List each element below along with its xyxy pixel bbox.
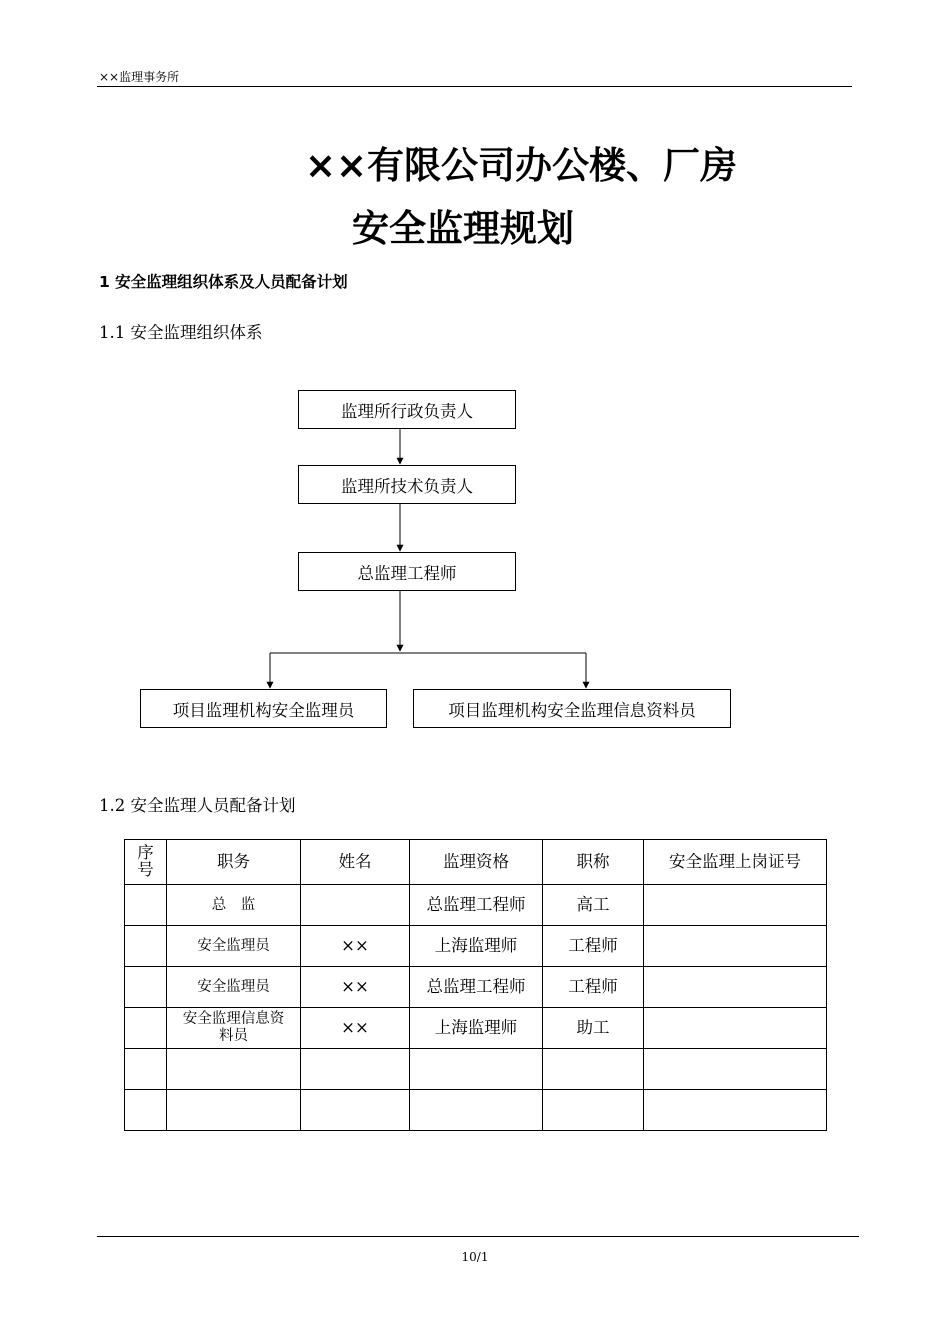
header-seq-text: 序号 — [137, 842, 154, 880]
cell-qualification — [410, 1049, 543, 1090]
cell-seq — [125, 885, 167, 926]
cell-position: 安全监理员 — [167, 967, 301, 1008]
section-heading-1: 1 安全监理组织体系及人员配备计划 — [99, 273, 348, 291]
cell-certificate — [644, 926, 827, 967]
cell-seq — [125, 967, 167, 1008]
cell-title: 助工 — [543, 1008, 644, 1049]
cell-name — [301, 1090, 410, 1131]
table-row — [125, 1008, 827, 1049]
cell-position — [167, 1008, 301, 1049]
cell-seq — [125, 1049, 167, 1090]
cell-qualification: 上海监理师 — [410, 1008, 543, 1049]
org-box-admin-head: 监理所行政负责人 — [298, 390, 516, 429]
cell-name: ×× — [301, 967, 410, 1008]
cell-title: 工程师 — [543, 967, 644, 1008]
cell-title: 高工 — [543, 885, 644, 926]
table-row — [125, 926, 827, 967]
cell-position — [167, 1090, 301, 1131]
cell-certificate — [644, 1008, 827, 1049]
header-position: 职务 — [167, 840, 301, 885]
cell-name: ×× — [301, 1008, 410, 1049]
cell-qualification — [410, 1090, 543, 1131]
page-number: 10/1 — [461, 1250, 489, 1264]
header-name: 姓名 — [301, 840, 410, 885]
table-row — [125, 885, 827, 926]
org-box-chief-engineer: 总监理工程师 — [298, 552, 516, 591]
cell-name — [301, 885, 410, 926]
cell-title — [543, 1049, 644, 1090]
section-heading-1-2: 1.2 安全监理人员配备计划 — [99, 796, 296, 815]
title-line-1: ××有限公司办公楼、厂房 — [305, 144, 738, 187]
cell-certificate — [644, 967, 827, 1008]
cell-title — [543, 1090, 644, 1131]
cell-certificate — [644, 1090, 827, 1131]
title-line-2: 安全监理规划 — [352, 207, 574, 250]
org-box-info-officer: 项目监理机构安全监理信息资料员 — [413, 689, 731, 728]
table-row — [125, 967, 827, 1008]
header-seq — [125, 840, 167, 885]
cell-qualification: 总监理工程师 — [410, 885, 543, 926]
staff-plan-table — [124, 839, 827, 1131]
header-qualification: 监理资格 — [410, 840, 543, 885]
table-row — [125, 1049, 827, 1090]
cell-name — [301, 1049, 410, 1090]
cell-seq — [125, 1090, 167, 1131]
org-box-safety-officer: 项目监理机构安全监理员 — [140, 689, 387, 728]
header-title: 职称 — [543, 840, 644, 885]
header-certificate: 安全监理上岗证号 — [644, 840, 827, 885]
cell-title: 工程师 — [543, 926, 644, 967]
table-header-row — [125, 840, 827, 885]
cell-position — [167, 1049, 301, 1090]
footer-divider — [97, 1236, 859, 1237]
org-box-tech-head: 监理所技术负责人 — [298, 465, 516, 504]
cell-seq — [125, 926, 167, 967]
cell-position-text: 安全监理信息资料员 — [182, 1010, 285, 1044]
cell-seq — [125, 1008, 167, 1049]
cell-position: 安全监理员 — [167, 926, 301, 967]
header-text: ××监理事务所 — [99, 70, 180, 84]
cell-qualification: 总监理工程师 — [410, 967, 543, 1008]
cell-name: ×× — [301, 926, 410, 967]
section-heading-1-1: 1.1 安全监理组织体系 — [99, 323, 263, 342]
cell-qualification: 上海监理师 — [410, 926, 543, 967]
cell-position: 总 监 — [167, 885, 301, 926]
cell-certificate — [644, 885, 827, 926]
cell-certificate — [644, 1049, 827, 1090]
table-row — [125, 1090, 827, 1131]
